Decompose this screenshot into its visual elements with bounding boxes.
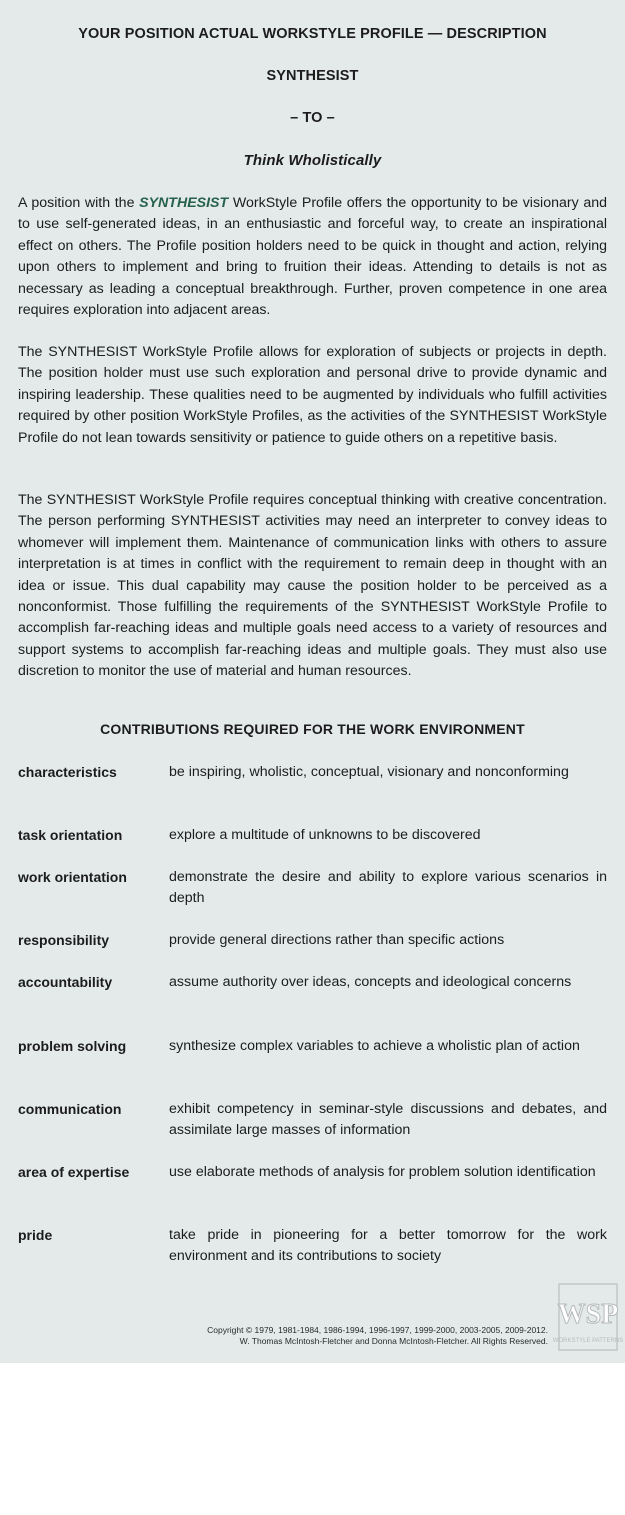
profile-name: SYNTHESIST (266, 68, 359, 84)
logo-caption: WORKSTYLE PATTERNS (552, 1338, 624, 1344)
intro-rest: WorkStyle Profile offers the opportunity to be visionary and to use self-generated ideas, in an enthusiastic and forceful way, to create an inspirational effect on others. The Profile position holders need to be quick in thought and action, relying upon others to implement and bring to fruition their ideas. Attending to details is not as necessary as leading a conceptual breakthrough. Further, proven competence in one area requires exploration into adjacent areas. (18, 195, 607, 319)
logo-letters: WSP (557, 1299, 619, 1330)
contributions-heading: CONTRIBUTIONS REQUIRED FOR THE WORK ENVIRONMENT (100, 721, 525, 737)
tagline: Think Wholistically (243, 152, 382, 169)
copyright-line-2: W. Thomas McIntosh-Fletcher and Donna McIntosh-Fletcher. All Rights Reserved. (239, 1335, 548, 1346)
contribution-term: characteristics (18, 764, 117, 780)
intro-paragraph (18, 193, 607, 321)
contribution-term: problem solving (18, 1038, 127, 1054)
contribution-description: synthesize complex variables to achieve a wholistic plan of action (169, 1038, 580, 1054)
profile-keyword: SYNTHESIST (139, 195, 229, 211)
contribution-description: demonstrate the desire and ability to explore various scenarios in depth (169, 869, 607, 907)
contribution-description: take pride in pioneering for a better tomorrow for the work environment and its contributions to society (169, 1227, 607, 1265)
contribution-term: communication (18, 1101, 122, 1117)
body-paragraph-2: The SYNTHESIST WorkStyle Profile allows for exploration of subjects or projects in depth. The position holder must use such exploration and personal drive to provide dynamic and inspiring leadership. These qualities need to be augmented by individuals who fulfill activities required by other position WorkStyle Profiles, as the activities of the SYNTHESIST WorkStyle Profile do not lean towards sensitivity or patience to guide others on a repetitive basis. (18, 344, 607, 446)
contribution-description: explore a multitude of unknowns to be discovered (169, 827, 481, 843)
copyright-notice (207, 1325, 548, 1346)
body-paragraph-3: The SYNTHESIST WorkStyle Profile requires conceptual thinking with creative concentration. The person performing SYNTHESIST activities may need an interpreter to convey ideas to whomever will implement them. Maintenance of communication links with others to assure interpretation is at times in conflict with the requirement to remain deep in thought with an idea or issue. This dual capability may cause the position holder to be perceived as a nonconformist. Those fulfilling the requirements of the SYNTHESIST WorkStyle Profile to accomplish far-reaching ideas and multiple goals need access to a variety of resources and support systems to accomplish far-reaching ideas and multiple goals. They must also use discretion to monitor the use of material and human resources. (18, 492, 607, 680)
intro-lead: A position with the (18, 195, 140, 211)
contribution-description: provide general directions rather than specific actions (169, 932, 505, 948)
contribution-description: assume authority over ideas, concepts and ideological concerns (169, 974, 572, 990)
contribution-description: use elaborate methods of analysis for problem solution identification (169, 1164, 596, 1180)
contribution-description: exhibit competency in seminar-style discussions and debates, and assimilate large masses of information (169, 1101, 607, 1139)
contribution-term: area of expertise (18, 1164, 130, 1180)
copyright-line-1: Copyright © 1979, 1981-1984, 1986-1994, 1996-1997, 1999-2000, 2003-2005, 2009-2012. (207, 1325, 548, 1335)
wsp-logo-icon (552, 1283, 624, 1351)
contribution-term: task orientation (18, 827, 123, 843)
page-title: YOUR POSITION ACTUAL WORKSTYLE PROFILE — DESCRIPTION (78, 26, 547, 42)
contribution-term: work orientation (18, 869, 127, 885)
contribution-description: be inspiring, wholistic, conceptual, visionary and nonconforming (169, 764, 569, 780)
contribution-term: responsibility (18, 932, 110, 948)
contribution-term: accountability (18, 974, 113, 990)
connector-text: – TO – (290, 110, 335, 126)
contribution-term: pride (18, 1227, 53, 1243)
